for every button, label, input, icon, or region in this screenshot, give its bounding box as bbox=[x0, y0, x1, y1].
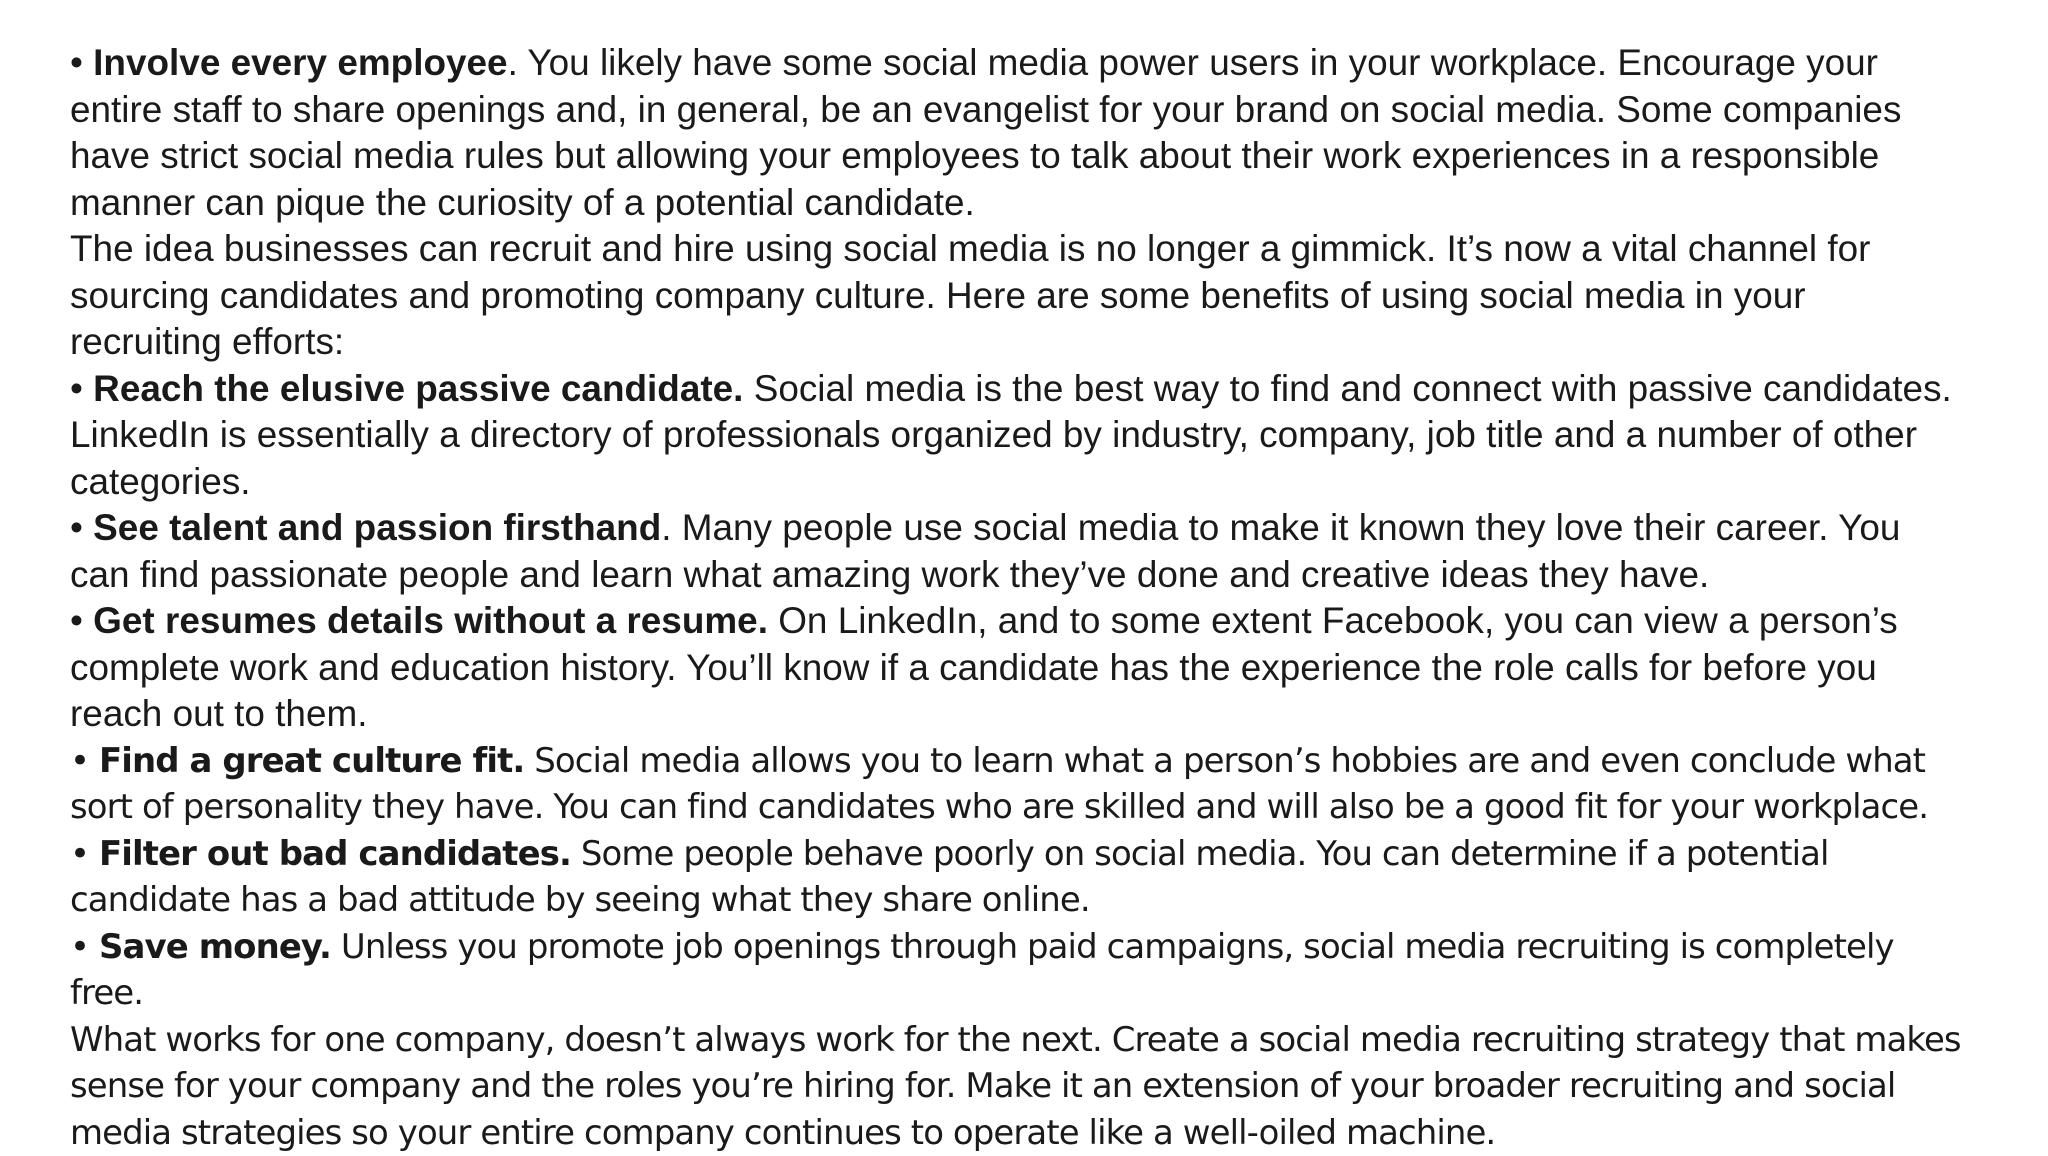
text-line bbox=[70, 366, 2040, 413]
text-line bbox=[70, 226, 2040, 273]
line-text: media strategies so your entire company continues to operate like a well-oiled machine. bbox=[70, 1113, 1495, 1153]
bullet: • bbox=[70, 42, 93, 83]
bold-lead: Save money. bbox=[99, 927, 331, 967]
bold-lead: Find a great culture fit. bbox=[99, 741, 524, 781]
text-line bbox=[70, 273, 2040, 320]
line-text: recruiting efforts: bbox=[70, 321, 344, 362]
line-text: entire staff to share openings and, in general, be an evangelist for your brand on social media. Some companies bbox=[70, 89, 1901, 130]
bullet: • bbox=[70, 600, 93, 641]
line-text: . You likely have some social media power users in your workplace. Encourage your bbox=[508, 42, 1878, 83]
text-line bbox=[70, 319, 2040, 366]
document-body bbox=[70, 40, 2045, 1156]
bold-lead: Involve every employee bbox=[93, 42, 507, 83]
text-line bbox=[70, 180, 2040, 227]
text-line bbox=[70, 1063, 2040, 1110]
line-text: . Many people use social media to make it known they love their career. You bbox=[661, 507, 1900, 548]
bold-lead: Filter out bad candidates. bbox=[99, 834, 571, 874]
text-line bbox=[70, 87, 2040, 134]
line-text: Some people behave poorly on social media. You can determine if a potential bbox=[571, 834, 1829, 874]
bullet: • bbox=[70, 834, 99, 874]
bullet: • bbox=[70, 368, 93, 409]
text-line bbox=[70, 1017, 2040, 1064]
line-text: complete work and education history. You’ll know if a candidate has the experience the role calls for before you bbox=[70, 647, 1877, 688]
line-text: candidate has a bad attitude by seeing what they share online. bbox=[70, 880, 1090, 920]
bold-lead: Reach the elusive passive candidate. bbox=[93, 368, 743, 409]
bullet: • bbox=[70, 741, 99, 781]
text-line bbox=[70, 1110, 2040, 1156]
text-line bbox=[70, 970, 2040, 1017]
text-line bbox=[70, 598, 2040, 645]
line-text: reach out to them. bbox=[70, 693, 367, 734]
text-line bbox=[70, 459, 2040, 506]
text-line bbox=[70, 877, 2040, 924]
text-line bbox=[70, 831, 2040, 878]
line-text: can find passionate people and learn what amazing work they’ve done and creative ideas they have. bbox=[70, 554, 1709, 595]
line-text: Social media allows you to learn what a person’s hobbies are and even conclude what bbox=[524, 741, 1925, 781]
line-text: sort of personality they have. You can find candidates who are skilled and will also be a good fit for your workplace. bbox=[70, 787, 1928, 827]
bold-lead: Get resumes details without a resume. bbox=[93, 600, 768, 641]
text-line bbox=[70, 784, 2040, 831]
line-text: Social media is the best way to find and connect with passive candidates. bbox=[743, 368, 1951, 409]
bullet: • bbox=[70, 507, 93, 548]
bullet: • bbox=[70, 927, 99, 967]
text-line bbox=[70, 412, 2040, 459]
text-line bbox=[70, 505, 2040, 552]
text-line bbox=[70, 691, 2040, 738]
line-text: What works for one company, doesn’t always work for the next. Create a social media recruiting strategy that makes bbox=[70, 1020, 1961, 1060]
text-line bbox=[70, 552, 2040, 599]
line-text: have strict social media rules but allowing your employees to talk about their work experiences in a responsible bbox=[70, 135, 1879, 176]
line-text: free. bbox=[70, 973, 143, 1013]
line-text: categories. bbox=[70, 461, 251, 502]
bold-lead: See talent and passion firsthand bbox=[93, 507, 661, 548]
text-line bbox=[70, 645, 2040, 692]
line-text: sourcing candidates and promoting company culture. Here are some benefits of using social media in your bbox=[70, 275, 1806, 316]
text-line bbox=[70, 40, 2040, 87]
text-line bbox=[70, 133, 2040, 180]
line-text: sense for your company and the roles you’re hiring for. Make it an extension of your broader recruiting and social bbox=[70, 1066, 1895, 1106]
line-text: manner can pique the curiosity of a potential candidate. bbox=[70, 182, 975, 223]
line-text: Unless you promote job openings through paid campaigns, social media recruiting is completely bbox=[331, 927, 1894, 967]
line-text: LinkedIn is essentially a directory of professionals organized by industry, company, job title and a number of other bbox=[70, 414, 1917, 455]
line-text: On LinkedIn, and to some extent Facebook, you can view a person’s bbox=[768, 600, 1898, 641]
text-line bbox=[70, 738, 2040, 785]
line-text: The idea businesses can recruit and hire using social media is no longer a gimmick. It’s now a vital channel for bbox=[70, 228, 1870, 269]
text-line bbox=[70, 924, 2040, 971]
